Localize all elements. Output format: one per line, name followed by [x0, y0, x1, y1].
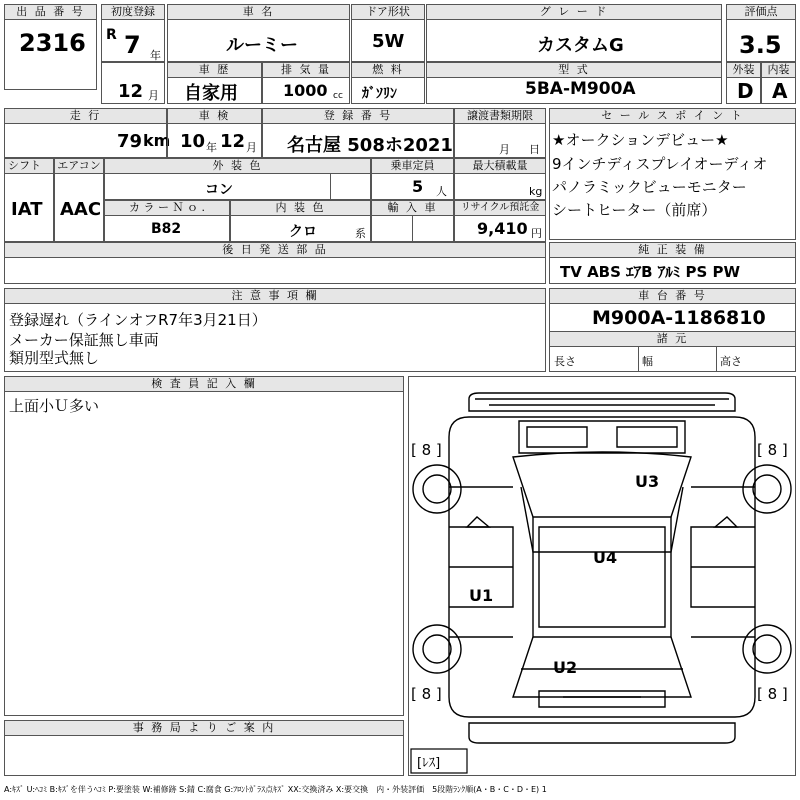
later-parts-label: 後 日 発 送 部 品: [5, 243, 545, 258]
shift-box: [4, 158, 54, 242]
reg-no-label: 登 録 番 号: [263, 109, 453, 124]
later-parts-box: [4, 242, 546, 284]
inspector-label: 検 査 員 記 入 欄: [5, 377, 403, 392]
car-diagram: [409, 377, 795, 775]
capacity-box: [371, 158, 454, 200]
grade: カスタムG: [537, 35, 624, 56]
capacity-label: 乗車定員: [372, 159, 453, 174]
specs-label: 諸 元: [550, 331, 795, 347]
max-load-box: [454, 158, 546, 200]
int-color-box: [230, 200, 371, 242]
int-color-suffix: 系: [355, 227, 366, 240]
ext-color-label: 外 装 色: [105, 159, 370, 174]
transfer-day-unit: 日: [529, 143, 540, 156]
lot-no-label: 出 品 番 号: [5, 5, 96, 20]
ext-grade-box: [726, 62, 761, 104]
model-box: [426, 62, 722, 104]
tire-rr-label: [ 8 ]: [757, 685, 788, 703]
capacity: 5: [412, 177, 424, 196]
inspector-note: 上面小Ｕ多い: [9, 397, 100, 415]
fuel-box: [351, 62, 425, 104]
ext-color: コン: [205, 182, 233, 198]
history-box: [167, 62, 262, 104]
ext-grade-label: 外装: [727, 63, 760, 78]
transfer-month-unit: 月: [499, 143, 510, 156]
sales-points-label: セ ー ル ス ポ イ ン ト: [550, 109, 795, 124]
transfer-label: 譲渡書類期限: [455, 109, 545, 124]
grade-label: グ レ ー ド: [427, 5, 721, 20]
import-box: [371, 200, 454, 242]
door-box: [351, 4, 425, 62]
note-2: メーカー保証無し車両: [9, 331, 159, 349]
model-label: 型 式: [427, 63, 721, 78]
first-reg-label: 初度登録: [102, 5, 164, 20]
mileage-box: [4, 108, 171, 158]
damage-mark-roof: U3: [635, 472, 660, 491]
inspection-label: 車 検: [168, 109, 261, 124]
int-color: クロ: [289, 224, 317, 240]
history-label: 車 歴: [168, 63, 261, 78]
note-1: 登録遅れ（ラインオフR7年3月21日）: [9, 311, 267, 329]
ac-label: エアコン: [55, 159, 103, 174]
equipment: TV ABS ｴｱB ｱﾙﾐ PS PW: [560, 263, 741, 281]
notes-box: [4, 288, 546, 372]
first-reg-month-box: [101, 62, 165, 104]
spec-width-label: 幅: [642, 355, 653, 368]
recycle-label: リサイクル預託金: [455, 201, 545, 216]
notes-label: 注 意 事 項 欄: [5, 289, 545, 304]
month-unit: 月: [148, 89, 159, 102]
ac-box: [54, 158, 104, 242]
chassis-label: 車 台 番 号: [550, 289, 795, 304]
shift-label: シフト: [5, 159, 53, 174]
door-type: 5W: [372, 31, 405, 52]
first-reg-month: 12: [118, 81, 144, 102]
grade-box: [426, 4, 722, 62]
mileage-label: 走 行: [5, 109, 166, 124]
rating-label: 評価点: [727, 5, 795, 20]
sales-point-4: シートヒーター（前席）: [552, 201, 717, 219]
int-grade: A: [772, 79, 788, 103]
displacement-label: 排 気 量: [263, 63, 349, 78]
recycle-box: [454, 200, 546, 242]
capacity-unit: 人: [436, 185, 447, 198]
equipment-label: 純 正 装 備: [550, 243, 795, 258]
displacement-unit: cc: [333, 91, 343, 101]
sales-points-box: [549, 108, 796, 240]
displacement-box: [262, 62, 350, 104]
int-color-label: 内 装 色: [231, 201, 370, 216]
damage-mark-rear: U2: [553, 658, 578, 677]
tire-rl-label: [ 8 ]: [411, 685, 442, 703]
tire-fr-label: [ 8 ]: [757, 441, 788, 459]
model: 5BA-M900A: [525, 79, 636, 99]
int-grade-box: [761, 62, 796, 104]
displacement: 1000: [283, 81, 328, 100]
office-label: 事 務 局 よ り ご 案 内: [5, 721, 403, 736]
max-load-unit: kg: [529, 185, 543, 198]
lot-no-box: [4, 4, 97, 90]
fuel: ｶﾞｿﾘﾝ: [362, 86, 397, 102]
reg-no-box: [262, 108, 454, 158]
ext-grade: D: [737, 79, 754, 103]
spec-length-label: 長さ: [554, 355, 576, 368]
color-no-box: [104, 200, 230, 242]
inspection-year: 10: [180, 131, 206, 152]
inspection-year-unit: 年: [206, 141, 217, 154]
transfer-box: [454, 108, 546, 158]
max-load-label: 最大積載量: [455, 159, 545, 174]
int-grade-label: 内装: [762, 63, 795, 78]
equipment-box: [549, 242, 796, 284]
car-name-box: [167, 4, 350, 62]
tire-fl-label: [ 8 ]: [411, 441, 442, 459]
chassis-number: M900A-1186810: [592, 307, 766, 329]
sales-point-1: ★オークションデビュー★: [552, 131, 729, 149]
inspection-box: [167, 108, 262, 158]
note-3: 類別型式無し: [9, 349, 100, 367]
color-no: B82: [151, 221, 182, 237]
inspection-month-unit: 月: [246, 141, 257, 154]
first-reg-year: 7: [124, 31, 141, 59]
fuel-label: 燃 料: [352, 63, 424, 78]
inspector-box: [4, 376, 404, 716]
inspection-month: 12: [220, 131, 246, 152]
ext-color-box: [104, 158, 371, 200]
rating-box: [726, 4, 796, 62]
office-box: [4, 720, 404, 776]
reg-no: 名古屋 508ホ2021: [287, 135, 453, 156]
recycle-unit: 円: [531, 227, 542, 240]
lot-number: 2316: [19, 29, 86, 57]
era: R: [106, 27, 117, 43]
car-name: ルーミー: [226, 35, 298, 56]
first-reg-box: [101, 4, 165, 62]
import-label: 輸 入 車: [372, 201, 453, 216]
car-name-label: 車 名: [168, 5, 349, 20]
damage-mark-left-door: U1: [469, 586, 494, 605]
rating-value: 3.5: [739, 31, 782, 59]
spec-height-label: 高さ: [720, 355, 742, 368]
recycle: 9,410: [477, 219, 528, 238]
damage-mark-center: U4: [593, 548, 618, 567]
mileage: 79: [117, 131, 143, 152]
color-no-label: カ ラ ー Ｎ ｏ .: [105, 201, 229, 216]
legend: A:ｷｽﾞ U:ﾍｺﾐ B:ｷｽﾞを伴うﾍｺﾐ P:要塗装 W:補修跡 S:錆 C:腐食 G:ﾌﾛﾝﾄｶﾞﾗｽ点ｷｽﾞ XX:交換済み X:要交換 内・外装評価 5段階ﾗﾝｸ順(A・B・C・D・E) 1: [4, 785, 547, 794]
sales-point-3: パノラミックビューモニター: [552, 178, 747, 196]
history: 自家用: [184, 83, 238, 104]
door-label: ドア形状: [352, 5, 424, 20]
year-unit: 年: [150, 49, 161, 62]
ac: AAC: [60, 199, 102, 220]
chassis-box: [549, 288, 796, 372]
sales-point-2: 9インチディスプレイオーディオ: [552, 155, 768, 173]
car-diagram-box: [408, 376, 796, 776]
shift: IAT: [11, 199, 43, 220]
spare-tire-label: [ﾚｽ]: [417, 756, 441, 771]
mileage-unit: km: [143, 131, 171, 150]
